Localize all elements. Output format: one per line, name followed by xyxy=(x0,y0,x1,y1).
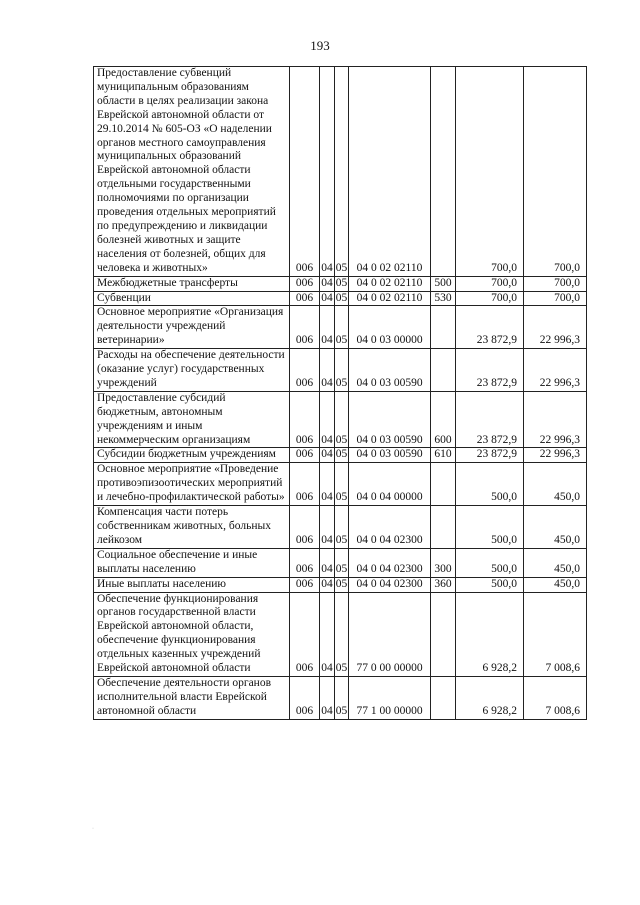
cell-ved: 006 xyxy=(290,448,320,463)
table-row xyxy=(94,391,587,448)
cell-ved: 006 xyxy=(290,349,320,392)
cell-amount-2: 700,0 xyxy=(524,276,587,291)
cell-ved: 006 xyxy=(290,548,320,577)
table-row xyxy=(94,448,587,463)
scan-specks: · xyxy=(92,826,94,832)
cell-name: Основное мероприятие «Проведение противоэпизоотических мероприятий и лечебно-профилактической работы» xyxy=(94,463,290,506)
cell-pr: 05 xyxy=(335,67,349,277)
cell-amount-2: 700,0 xyxy=(524,67,587,277)
cell-ved: 006 xyxy=(290,391,320,448)
cell-csr: 04 0 03 00590 xyxy=(349,448,431,463)
cell-name: Иные выплаты населению xyxy=(94,577,290,592)
cell-amount-1: 23 872,9 xyxy=(456,306,524,349)
cell-pr: 05 xyxy=(335,676,349,719)
cell-csr: 77 0 00 00000 xyxy=(349,592,431,676)
cell-name: Компенсация части потерь собственникам животных, больных лейкозом xyxy=(94,506,290,549)
cell-ved: 006 xyxy=(290,676,320,719)
cell-vr xyxy=(431,349,456,392)
cell-rz: 04 xyxy=(320,676,335,719)
cell-amount-1: 23 872,9 xyxy=(456,349,524,392)
cell-pr: 05 xyxy=(335,391,349,448)
cell-ved: 006 xyxy=(290,577,320,592)
cell-vr xyxy=(431,306,456,349)
cell-amount-2: 700,0 xyxy=(524,291,587,306)
cell-pr: 05 xyxy=(335,448,349,463)
table-row xyxy=(94,676,587,719)
budget-table xyxy=(93,66,587,720)
cell-vr xyxy=(431,463,456,506)
cell-vr xyxy=(431,676,456,719)
cell-csr: 04 0 04 02300 xyxy=(349,577,431,592)
cell-amount-1: 700,0 xyxy=(456,291,524,306)
cell-pr: 05 xyxy=(335,291,349,306)
table-row xyxy=(94,506,587,549)
cell-name: Социальное обеспечение и иные выплаты населению xyxy=(94,548,290,577)
cell-name: Обеспечение функционирования органов государственной власти Еврейской автономной области, обеспечение функционирования отдельных казенных учреждений Еврейской автономной области xyxy=(94,592,290,676)
cell-rz: 04 xyxy=(320,592,335,676)
cell-pr: 05 xyxy=(335,548,349,577)
cell-amount-2: 22 996,3 xyxy=(524,349,587,392)
table-row xyxy=(94,349,587,392)
cell-csr: 04 0 02 02110 xyxy=(349,67,431,277)
cell-pr: 05 xyxy=(335,506,349,549)
cell-vr: 610 xyxy=(431,448,456,463)
cell-ved: 006 xyxy=(290,306,320,349)
cell-vr: 300 xyxy=(431,548,456,577)
cell-csr: 04 0 02 02110 xyxy=(349,276,431,291)
cell-ved: 006 xyxy=(290,506,320,549)
table-row xyxy=(94,592,587,676)
page-number: 193 xyxy=(310,38,330,53)
cell-amount-2: 450,0 xyxy=(524,506,587,549)
cell-amount-2: 7 008,6 xyxy=(524,676,587,719)
cell-name: Субсидии бюджетным учреждениям xyxy=(94,448,290,463)
cell-name: Обеспечение деятельности органов исполнительной власти Еврейской автономной области xyxy=(94,676,290,719)
cell-name: Расходы на обеспечение деятельности (оказание услуг) государственных учреждений xyxy=(94,349,290,392)
cell-csr: 04 0 02 02110 xyxy=(349,291,431,306)
cell-amount-1: 6 928,2 xyxy=(456,676,524,719)
cell-csr: 04 0 03 00590 xyxy=(349,391,431,448)
cell-csr: 77 1 00 00000 xyxy=(349,676,431,719)
cell-csr: 04 0 04 02300 xyxy=(349,548,431,577)
cell-amount-1: 23 872,9 xyxy=(456,448,524,463)
cell-ved: 006 xyxy=(290,276,320,291)
cell-amount-1: 700,0 xyxy=(456,67,524,277)
cell-amount-2: 22 996,3 xyxy=(524,448,587,463)
cell-amount-2: 450,0 xyxy=(524,463,587,506)
cell-ved: 006 xyxy=(290,592,320,676)
cell-amount-1: 6 928,2 xyxy=(456,592,524,676)
table-row xyxy=(94,67,587,277)
cell-name: Межбюджетные трансферты xyxy=(94,276,290,291)
cell-amount-1: 500,0 xyxy=(456,577,524,592)
cell-rz: 04 xyxy=(320,291,335,306)
cell-vr: 360 xyxy=(431,577,456,592)
cell-amount-2: 7 008,6 xyxy=(524,592,587,676)
cell-amount-2: 450,0 xyxy=(524,577,587,592)
budget-table-body xyxy=(94,67,587,720)
cell-ved: 006 xyxy=(290,67,320,277)
cell-rz: 04 xyxy=(320,67,335,277)
cell-vr: 530 xyxy=(431,291,456,306)
cell-amount-1: 500,0 xyxy=(456,548,524,577)
cell-rz: 04 xyxy=(320,391,335,448)
table-row xyxy=(94,306,587,349)
cell-amount-2: 22 996,3 xyxy=(524,306,587,349)
cell-rz: 04 xyxy=(320,577,335,592)
cell-rz: 04 xyxy=(320,463,335,506)
cell-vr xyxy=(431,67,456,277)
cell-pr: 05 xyxy=(335,592,349,676)
cell-vr xyxy=(431,506,456,549)
cell-name: Предоставление субвенций муниципальным образованиям области в целях реализации закона Еврейской автономной области от 29.10.2014 № 605-ОЗ «О наделении органов местного самоуправления муниципальных образований Еврейской автономной области отдельными государственными полномочиями по организации проведения отдельных мероприятий по предупреждению и ликвидации болезней животных и защите населения от болезней, общих для человека и животных» xyxy=(94,67,290,277)
cell-vr: 600 xyxy=(431,391,456,448)
cell-pr: 05 xyxy=(335,463,349,506)
cell-amount-1: 500,0 xyxy=(456,463,524,506)
table-row xyxy=(94,577,587,592)
cell-pr: 05 xyxy=(335,349,349,392)
cell-rz: 04 xyxy=(320,448,335,463)
cell-pr: 05 xyxy=(335,577,349,592)
cell-amount-1: 23 872,9 xyxy=(456,391,524,448)
cell-ved: 006 xyxy=(290,291,320,306)
cell-csr: 04 0 04 00000 xyxy=(349,463,431,506)
cell-vr xyxy=(431,592,456,676)
cell-name: Основное мероприятие «Организация деятельности учреждений ветеринарии» xyxy=(94,306,290,349)
cell-rz: 04 xyxy=(320,276,335,291)
cell-csr: 04 0 04 02300 xyxy=(349,506,431,549)
table-row xyxy=(94,463,587,506)
cell-vr: 500 xyxy=(431,276,456,291)
cell-csr: 04 0 03 00590 xyxy=(349,349,431,392)
cell-name: Предоставление субсидий бюджетным, автономным учреждениям и иным некоммерческим организациям xyxy=(94,391,290,448)
cell-amount-2: 22 996,3 xyxy=(524,391,587,448)
cell-csr: 04 0 03 00000 xyxy=(349,306,431,349)
cell-rz: 04 xyxy=(320,306,335,349)
cell-rz: 04 xyxy=(320,349,335,392)
cell-amount-2: 450,0 xyxy=(524,548,587,577)
table-row xyxy=(94,548,587,577)
cell-amount-1: 700,0 xyxy=(456,276,524,291)
cell-rz: 04 xyxy=(320,548,335,577)
table-row xyxy=(94,276,587,291)
cell-pr: 05 xyxy=(335,276,349,291)
table-row xyxy=(94,291,587,306)
cell-rz: 04 xyxy=(320,506,335,549)
cell-amount-1: 500,0 xyxy=(456,506,524,549)
cell-pr: 05 xyxy=(335,306,349,349)
cell-ved: 006 xyxy=(290,463,320,506)
cell-name: Субвенции xyxy=(94,291,290,306)
